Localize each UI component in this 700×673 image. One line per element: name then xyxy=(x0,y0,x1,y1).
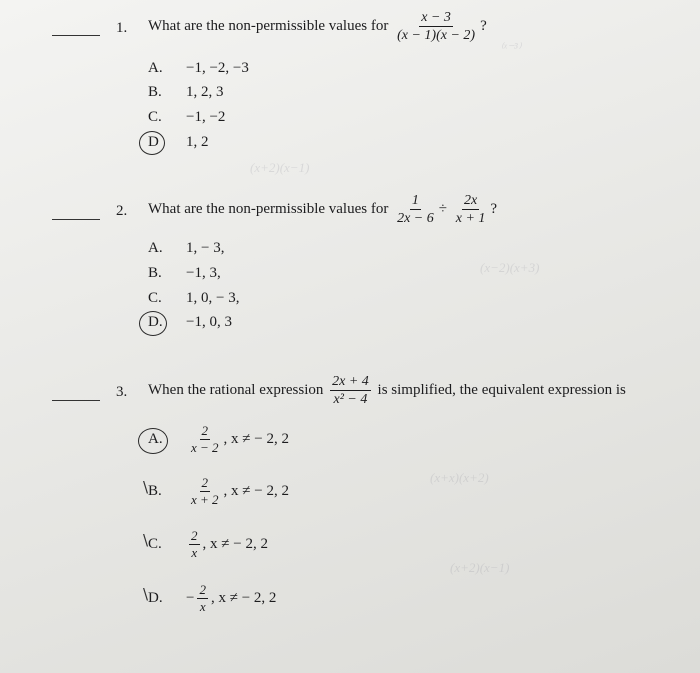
option-3a[interactable] xyxy=(148,424,289,455)
fraction-numerator: 2x + 4 xyxy=(332,374,369,389)
option-3c[interactable] xyxy=(148,529,268,560)
fraction-denominator: x xyxy=(191,545,198,560)
cross-out-mark: \ xyxy=(143,585,149,603)
option-letter: B. xyxy=(148,84,162,100)
question-text-2 xyxy=(148,193,497,226)
fraction xyxy=(189,529,200,560)
option-1b[interactable] xyxy=(148,84,224,101)
fraction-numerator: 1 xyxy=(411,193,419,208)
fraction-numerator: 2 xyxy=(199,582,206,597)
fraction-numerator: 2 xyxy=(201,475,209,490)
bleed-through-text: (x+x)(x+2) xyxy=(430,470,489,485)
question-number-1: 1. xyxy=(116,20,128,36)
option-letter: A. xyxy=(148,431,163,447)
option-letter: C. xyxy=(148,109,162,125)
option-text: 1, 2 xyxy=(186,134,209,150)
option-condition: , x ≠ − 2, 2 xyxy=(202,536,268,552)
option-condition: , x ≠ − 2, 2 xyxy=(210,590,277,606)
question-suffix: is simplified, the equivalent expression is xyxy=(377,381,626,398)
fraction-denominator: x − 2 xyxy=(191,440,219,455)
cross-out-mark: \ xyxy=(143,531,149,549)
option-letter: A. xyxy=(148,240,163,256)
question-text-1 xyxy=(148,10,487,43)
fraction-denominator: x xyxy=(199,599,206,614)
fraction-denominator: 2x − 6 xyxy=(397,211,434,226)
option-letter: B. xyxy=(148,265,162,281)
fraction xyxy=(189,476,221,507)
option-2b[interactable] xyxy=(148,265,221,282)
option-letter: D. xyxy=(148,314,163,330)
question-text-3 xyxy=(148,374,626,407)
division-sign: ÷ xyxy=(438,200,447,217)
fraction xyxy=(189,424,221,455)
option-text: −1, −2, −3 xyxy=(186,60,249,76)
option-1a[interactable] xyxy=(148,60,249,77)
fraction-numerator: 2 xyxy=(201,423,209,438)
option-1d[interactable] xyxy=(148,134,209,151)
question-suffix: ? xyxy=(490,200,498,217)
fraction-numerator: 2x xyxy=(463,193,478,208)
fraction-denominator: x + 1 xyxy=(455,211,486,226)
option-3d[interactable] xyxy=(148,583,276,614)
question-prefix: When the rational expression xyxy=(148,381,324,398)
fraction-denominator: x + 2 xyxy=(191,492,219,507)
fraction-2 xyxy=(454,193,488,226)
answer-blank-2[interactable] xyxy=(52,219,100,220)
bleed-through-text: (x+2)(x−1) xyxy=(250,160,310,175)
fraction-denominator: (x − 1)(x − 2) xyxy=(397,28,476,43)
answer-blank-1[interactable] xyxy=(52,35,100,36)
question-number-2: 2. xyxy=(116,203,128,219)
question-prefix: What are the non-permissible values for xyxy=(148,17,389,34)
fraction xyxy=(330,374,371,407)
option-condition: , x ≠ − 2, 2 xyxy=(223,483,289,499)
question-number-3: 3. xyxy=(116,384,128,400)
option-letter: D. xyxy=(148,590,163,606)
option-letter: D xyxy=(148,134,159,150)
option-3b[interactable] xyxy=(148,476,289,507)
option-text: 1, 2, 3 xyxy=(186,84,224,100)
option-2d[interactable] xyxy=(148,314,232,331)
option-1c[interactable] xyxy=(148,109,225,126)
fraction-numerator: 2 xyxy=(191,528,198,543)
option-condition: , x ≠ − 2, 2 xyxy=(223,431,289,447)
option-text: 1, 0, − 3, xyxy=(186,290,240,306)
question-suffix: ? xyxy=(480,17,487,34)
bleed-through-text: (x+2)(x−1) xyxy=(450,560,510,575)
option-text: −1, 3, xyxy=(186,265,221,281)
option-letter: A. xyxy=(148,60,163,76)
cross-out-mark: \ xyxy=(143,478,149,496)
fraction xyxy=(395,10,477,43)
fraction xyxy=(197,583,208,614)
fraction-1 xyxy=(395,193,436,226)
question-prefix: What are the non-permissible values for xyxy=(148,200,389,217)
option-text: −1, −2 xyxy=(186,109,226,125)
option-text: −1, 0, 3 xyxy=(186,314,232,330)
fraction-numerator: x − 3 xyxy=(421,10,451,25)
option-2c[interactable] xyxy=(148,290,239,307)
option-letter: C. xyxy=(148,536,162,552)
option-sign: − xyxy=(186,590,195,606)
fraction-denominator: x² − 4 xyxy=(333,392,368,407)
answer-blank-3[interactable] xyxy=(52,400,100,401)
option-2a[interactable] xyxy=(148,240,224,257)
bleed-through-text: (x−2)(x+3) xyxy=(480,260,540,275)
option-letter: C. xyxy=(148,290,162,306)
option-text: 1, − 3, xyxy=(186,240,225,256)
bleed-through-text: ⁽ˣ⁻³⁾ xyxy=(500,40,521,55)
option-letter: B. xyxy=(148,483,162,499)
